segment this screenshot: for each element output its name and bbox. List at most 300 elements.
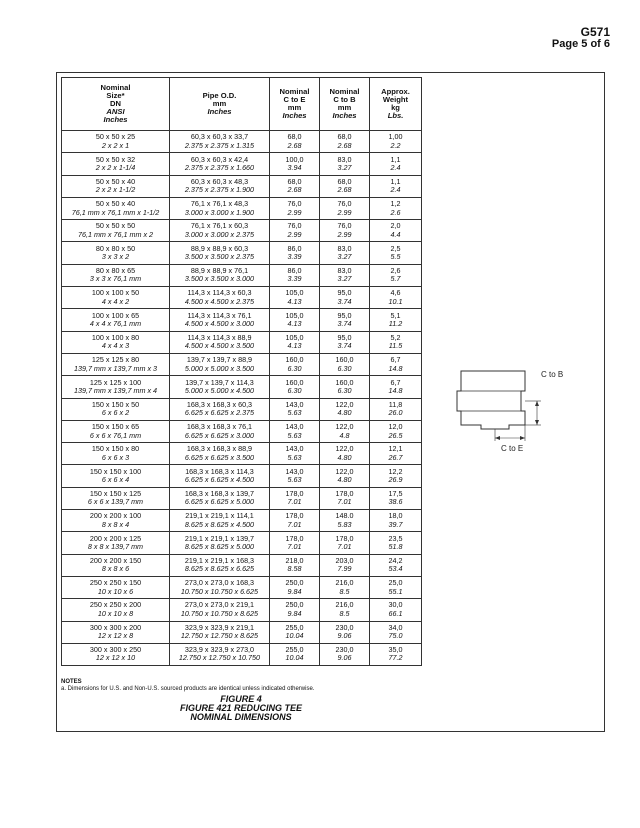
cell-c-to-b-imperial: 7.01 <box>337 541 352 551</box>
cell-c-to-e-metric: 143,0 <box>285 444 304 454</box>
cell-size-metric: 150 x 150 x 50 <box>91 399 140 409</box>
cell-size-imperial: 4 x 4 x 3 <box>101 341 130 351</box>
cell-c-to-b-metric: 95,0 <box>337 332 352 342</box>
cell-c-to-b <box>320 287 370 309</box>
cell-c-to-e-imperial: 4.13 <box>287 319 302 329</box>
table-row <box>62 420 422 442</box>
cell-c-to-e-metric: 105,0 <box>285 288 304 298</box>
cell-pipe-od <box>170 554 270 576</box>
cell-c-to-b-metric: 76,0 <box>337 221 352 231</box>
cell-c-to-b-metric: 148.0 <box>335 511 354 521</box>
cell-c-to-e-imperial: 7.01 <box>287 519 302 529</box>
cell-c-to-e-metric: 143,0 <box>285 466 304 476</box>
cell-pipe-od-metric: 219,1 x 219,1 x 114,1 <box>185 511 254 521</box>
cell-size-imperial: 3 x 3 x 2 <box>101 252 130 262</box>
cell-pipe-od-metric: 139,7 x 139,7 x 114,3 <box>185 377 254 387</box>
cell-c-to-b-metric: 68,0 <box>337 132 352 142</box>
cell-weight-imperial: 10.1 <box>388 296 403 306</box>
cell-size-metric: 125 x 125 x 100 <box>89 377 142 387</box>
cell-c-to-e <box>270 220 320 242</box>
cell-size-imperial: 6 x 6 x 76,1 mm <box>89 430 142 440</box>
cell-c-to-b-metric: 178,0 <box>335 488 354 498</box>
cell-c-to-b-imperial: 2.99 <box>337 207 352 217</box>
cell-pipe-od <box>170 398 270 420</box>
notes <box>61 679 314 693</box>
cell-c-to-b <box>320 621 370 643</box>
cell-pipe-od <box>170 131 270 153</box>
cell-weight <box>370 197 422 219</box>
cell-weight-metric: 12,1 <box>388 444 403 454</box>
page-number: Page 5 of 6 <box>551 38 610 50</box>
cell-size-metric: 100 x 100 x 65 <box>91 310 140 320</box>
cell-size <box>62 153 170 175</box>
cell-c-to-e-metric: 76,0 <box>287 221 302 231</box>
cell-c-to-e <box>270 554 320 576</box>
cell-weight-metric: 6,7 <box>390 377 401 387</box>
cell-c-to-e <box>270 621 320 643</box>
cell-c-to-e-imperial: 5.63 <box>287 430 302 440</box>
cell-c-to-e <box>270 287 320 309</box>
cell-c-to-e-imperial: 9.84 <box>287 608 302 618</box>
cell-weight-imperial: 5.5 <box>390 252 401 262</box>
cell-pipe-od-metric: 273,0 x 273,0 x 219,1 <box>184 600 255 610</box>
cell-weight-metric: 2,5 <box>390 243 401 253</box>
cell-pipe-od <box>170 465 270 487</box>
cell-c-to-e-metric: 105,0 <box>285 310 304 320</box>
table-row <box>62 465 422 487</box>
cell-pipe-od-imperial: 6.625 x 6.625 x 2.375 <box>184 408 255 418</box>
dimensions-table <box>61 77 422 666</box>
cell-pipe-od <box>170 376 270 398</box>
cell-size-imperial: 12 x 12 x 10 <box>95 653 136 663</box>
table-row <box>62 353 422 375</box>
cell-pipe-od <box>170 510 270 532</box>
cell-weight-imperial: 11.2 <box>388 319 403 329</box>
cell-c-to-e <box>270 197 320 219</box>
cell-pipe-od <box>170 197 270 219</box>
cell-c-to-b <box>320 554 370 576</box>
cell-weight-imperial: 55.1 <box>388 586 403 596</box>
cell-c-to-b-metric: 230,0 <box>335 645 354 655</box>
cell-size-metric: 150 x 150 x 80 <box>91 444 140 454</box>
cell-weight-metric: 17,5 <box>388 488 403 498</box>
cell-weight-metric: 25,0 <box>388 578 403 588</box>
cell-c-to-e-metric: 100,0 <box>285 154 304 164</box>
ctob-arrow-top <box>535 401 539 406</box>
cell-c-to-e-imperial: 2.99 <box>287 207 302 217</box>
cell-c-to-e <box>270 353 320 375</box>
cell-size <box>62 398 170 420</box>
cell-c-to-e-imperial: 6.30 <box>287 385 302 395</box>
cell-weight-imperial: 5.7 <box>390 274 401 284</box>
cell-c-to-b <box>320 197 370 219</box>
cell-weight-imperial: 2.6 <box>390 207 401 217</box>
cell-weight <box>370 331 422 353</box>
cell-size <box>62 643 170 665</box>
cell-weight-imperial: 75.0 <box>388 631 403 641</box>
cell-c-to-e <box>270 131 320 153</box>
cell-c-to-b-imperial: 5.83 <box>337 519 352 529</box>
cell-size-imperial: 2 x 2 x 1-1/2 <box>95 185 136 195</box>
cell-weight-imperial: 26.7 <box>388 452 403 462</box>
cell-pipe-od <box>170 353 270 375</box>
cell-c-to-b <box>320 175 370 197</box>
cell-c-to-b-metric: 83,0 <box>337 243 352 253</box>
cell-pipe-od-imperial: 2.375 x 2.375 x 1.660 <box>184 162 255 172</box>
cell-weight <box>370 643 422 665</box>
cell-c-to-e-metric: 218,0 <box>285 555 304 565</box>
cell-c-to-e-imperial: 2.68 <box>287 140 302 150</box>
table-row <box>62 599 422 621</box>
cell-c-to-b <box>320 532 370 554</box>
cell-c-to-b-imperial: 3.27 <box>337 274 352 284</box>
cell-c-to-e-imperial: 5.63 <box>287 452 302 462</box>
cell-c-to-b-imperial: 4.8 <box>339 430 350 440</box>
cell-pipe-od-imperial: 3.500 x 3.500 x 2.375 <box>184 252 255 262</box>
table-row <box>62 576 422 598</box>
cell-pipe-od-metric: 88,9 x 88,9 x 60,3 <box>190 243 249 253</box>
cell-c-to-b-metric: 122,0 <box>335 466 354 476</box>
cell-weight <box>370 465 422 487</box>
cell-pipe-od-metric: 168,3 x 168,3 x 60,3 <box>186 399 253 409</box>
cell-size-metric: 50 x 50 x 40 <box>95 176 136 186</box>
cell-weight <box>370 398 422 420</box>
cell-weight-metric: 34,0 <box>388 622 403 632</box>
reducing-tee-diagram <box>449 363 579 453</box>
cell-pipe-od-metric: 168,3 x 168,3 x 88,9 <box>186 444 253 454</box>
cell-pipe-od <box>170 264 270 286</box>
cell-c-to-e-metric: 250,0 <box>285 578 304 588</box>
cell-c-to-b-imperial: 6.30 <box>337 385 352 395</box>
cell-weight-imperial: 26.5 <box>388 430 403 440</box>
table-row <box>62 264 422 286</box>
cell-size <box>62 621 170 643</box>
cell-size-metric: 50 x 50 x 25 <box>95 132 136 142</box>
cell-pipe-od-imperial: 6.625 x 6.625 x 4.500 <box>184 475 255 485</box>
cell-c-to-e-imperial: 3.39 <box>287 252 302 262</box>
cell-weight <box>370 532 422 554</box>
cell-size-metric: 200 x 200 x 100 <box>89 511 142 521</box>
cell-size-metric: 150 x 150 x 125 <box>89 488 142 498</box>
cell-size <box>62 576 170 598</box>
cell-size-metric: 200 x 200 x 150 <box>89 555 142 565</box>
cell-c-to-b <box>320 331 370 353</box>
cell-weight <box>370 576 422 598</box>
ctoe-arrow-left <box>495 436 500 440</box>
cell-size-imperial: 76,1 mm x 76,1 mm x 2 <box>77 229 154 239</box>
col-header-c-to-e: Nominal C to E mm Inches <box>270 78 320 131</box>
cell-size-metric: 80 x 80 x 65 <box>95 266 136 276</box>
table-row <box>62 398 422 420</box>
cell-c-to-e-metric: 250,0 <box>285 600 304 610</box>
cell-c-to-e-imperial: 2.99 <box>287 229 302 239</box>
cell-weight-metric: 11,8 <box>388 399 403 409</box>
table-row <box>62 287 422 309</box>
cell-size-metric: 50 x 50 x 40 <box>95 199 136 209</box>
cell-weight-imperial: 77.2 <box>388 653 403 663</box>
cell-pipe-od-metric: 168,3 x 168,3 x 139,7 <box>184 488 255 498</box>
cell-c-to-e-imperial: 5.63 <box>287 475 302 485</box>
cell-c-to-b-imperial: 4.80 <box>337 452 352 462</box>
cell-pipe-od-imperial: 5.000 x 5.000 x 4.500 <box>184 385 255 395</box>
cell-pipe-od <box>170 576 270 598</box>
cell-c-to-b-metric: 122,0 <box>335 422 354 432</box>
cell-size <box>62 510 170 532</box>
cell-weight-metric: 12,0 <box>388 422 403 432</box>
cell-weight-imperial: 14.8 <box>388 363 403 373</box>
cell-weight-imperial: 66.1 <box>388 608 403 618</box>
cell-c-to-b-imperial: 4.80 <box>337 408 352 418</box>
cell-weight-imperial: 2.2 <box>390 140 401 150</box>
cell-pipe-od-metric: 76,1 x 76,1 x 48,3 <box>190 199 249 209</box>
cell-size <box>62 465 170 487</box>
cell-weight <box>370 443 422 465</box>
cell-weight-imperial: 51.8 <box>388 541 403 551</box>
cell-c-to-b <box>320 420 370 442</box>
cell-c-to-e-metric: 105,0 <box>285 332 304 342</box>
cell-pipe-od <box>170 420 270 442</box>
cell-c-to-e <box>270 487 320 509</box>
cell-size-metric: 50 x 50 x 50 <box>95 221 136 231</box>
cell-pipe-od-metric: 76,1 x 76,1 x 60,3 <box>190 221 249 231</box>
cell-weight-imperial: 2.4 <box>390 162 401 172</box>
cell-size-imperial: 12 x 12 x 8 <box>97 631 134 641</box>
cell-weight-imperial: 26.0 <box>388 408 403 418</box>
cell-c-to-b-imperial: 4.80 <box>337 475 352 485</box>
cell-pipe-od-metric: 60,3 x 60,3 x 42,4 <box>190 154 249 164</box>
cell-size <box>62 242 170 264</box>
cell-weight <box>370 487 422 509</box>
cell-weight <box>370 621 422 643</box>
ctoe-arrow-right <box>520 436 525 440</box>
cell-weight-metric: 2,6 <box>390 266 401 276</box>
cell-c-to-b <box>320 465 370 487</box>
notes-text: a. Dimensions for U.S. and Non-U.S. sourced products are identical unless indicated otherwise. <box>61 686 315 692</box>
cell-pipe-od <box>170 220 270 242</box>
cell-pipe-od-imperial: 4.500 x 4.500 x 3.500 <box>184 341 255 351</box>
cell-pipe-od-metric: 114,3 x 114,3 x 60,3 <box>187 288 252 298</box>
table-row <box>62 487 422 509</box>
cell-size <box>62 264 170 286</box>
cell-size-metric: 100 x 100 x 50 <box>91 288 140 298</box>
cell-weight <box>370 287 422 309</box>
cell-pipe-od-metric: 88,9 x 88,9 x 76,1 <box>190 266 249 276</box>
cell-c-to-b <box>320 510 370 532</box>
cell-pipe-od-imperial: 3.000 x 3.000 x 2.375 <box>184 229 255 239</box>
cell-c-to-e <box>270 398 320 420</box>
cell-pipe-od-imperial: 10.750 x 10.750 x 6.625 <box>180 586 259 596</box>
cell-c-to-e <box>270 443 320 465</box>
cell-c-to-b-imperial: 3.27 <box>337 252 352 262</box>
cell-c-to-e-metric: 255,0 <box>285 622 304 632</box>
cell-size-imperial: 3 x 3 x 76,1 mm <box>89 274 142 284</box>
table-row <box>62 309 422 331</box>
table-row <box>62 220 422 242</box>
cell-size-imperial: 6 x 6 x 2 <box>101 408 130 418</box>
cell-c-to-e-metric: 86,0 <box>287 266 302 276</box>
cell-c-to-e-imperial: 2.68 <box>287 185 302 195</box>
cell-size-metric: 100 x 100 x 80 <box>91 332 140 342</box>
cell-weight-metric: 1,1 <box>390 154 401 164</box>
cell-pipe-od <box>170 443 270 465</box>
cell-c-to-b-metric: 160,0 <box>335 355 354 365</box>
cell-pipe-od-metric: 323,9 x 323,9 x 219,1 <box>184 622 255 632</box>
cell-c-to-e-metric: 143,0 <box>285 399 304 409</box>
cell-weight-imperial: 38.6 <box>388 497 403 507</box>
notes-heading: NOTES <box>61 679 82 685</box>
cell-c-to-b-metric: 122,0 <box>335 399 354 409</box>
cell-weight-metric: 5,1 <box>390 310 401 320</box>
cell-weight-metric: 1,2 <box>390 199 401 209</box>
cell-weight-metric: 4,6 <box>390 288 401 298</box>
cell-c-to-e <box>270 175 320 197</box>
cell-size <box>62 554 170 576</box>
cell-c-to-b-metric: 95,0 <box>337 310 352 320</box>
cell-c-to-b-imperial: 9.06 <box>337 653 352 663</box>
cell-c-to-e <box>270 420 320 442</box>
cell-weight-imperial: 2.4 <box>390 185 401 195</box>
table-row <box>62 643 422 665</box>
table-row <box>62 443 422 465</box>
cell-pipe-od-metric: 219,1 x 219,1 x 139,7 <box>184 533 255 543</box>
cell-weight-metric: 2,0 <box>390 221 401 231</box>
cell-c-to-b-metric: 216,0 <box>335 600 354 610</box>
cell-c-to-b-metric: 230,0 <box>335 622 354 632</box>
table-row <box>62 532 422 554</box>
cell-c-to-e-imperial: 9.84 <box>287 586 302 596</box>
table-row <box>62 554 422 576</box>
cell-weight <box>370 175 422 197</box>
ctob-arrow-bottom <box>535 420 539 425</box>
cell-pipe-od-imperial: 2.375 x 2.375 x 1.315 <box>184 140 255 150</box>
table-header-row <box>62 78 422 131</box>
cell-weight-imperial: 39.7 <box>388 519 403 529</box>
cell-weight-metric: 23,5 <box>388 533 403 543</box>
cell-pipe-od-imperial: 6.625 x 6.625 x 3.000 <box>184 430 255 440</box>
cell-size-metric: 250 x 250 x 150 <box>89 578 142 588</box>
cell-pipe-od-metric: 168,3 x 168,3 x 76,1 <box>186 422 253 432</box>
cell-c-to-b <box>320 220 370 242</box>
cell-c-to-b-metric: 178,0 <box>335 533 354 543</box>
cell-size <box>62 220 170 242</box>
cell-c-to-b <box>320 487 370 509</box>
cell-size-metric: 80 x 80 x 50 <box>95 243 136 253</box>
table-row <box>62 175 422 197</box>
cell-weight-metric: 12,2 <box>388 466 403 476</box>
cell-c-to-b-metric: 83,0 <box>337 266 352 276</box>
cell-weight-imperial: 14.8 <box>388 385 403 395</box>
table-row <box>62 131 422 153</box>
cell-pipe-od-imperial: 2.375 x 2.375 x 1.900 <box>184 185 255 195</box>
cell-c-to-e <box>270 643 320 665</box>
cell-weight-metric: 24,2 <box>388 555 403 565</box>
cell-size-metric: 250 x 250 x 200 <box>89 600 142 610</box>
cell-c-to-e-imperial: 3.39 <box>287 274 302 284</box>
cell-c-to-e-metric: 178,0 <box>285 533 304 543</box>
table-row <box>62 376 422 398</box>
cell-c-to-b-imperial: 8.5 <box>339 586 350 596</box>
cell-c-to-b-metric: 203,0 <box>335 555 354 565</box>
cell-size-metric: 50 x 50 x 32 <box>95 154 136 164</box>
cell-c-to-e <box>270 264 320 286</box>
cell-c-to-b <box>320 599 370 621</box>
cell-pipe-od-metric: 139,7 x 139,7 x 88,9 <box>186 355 253 365</box>
cell-size-imperial: 2 x 2 x 1-1/4 <box>95 162 136 172</box>
cell-size-imperial: 8 x 8 x 6 <box>101 564 130 574</box>
cell-pipe-od <box>170 621 270 643</box>
cell-pipe-od-imperial: 12.750 x 12.750 x 8.625 <box>180 631 259 641</box>
cell-pipe-od-metric: 323,9 x 323,9 x 273,0 <box>184 645 255 655</box>
cell-c-to-b-imperial: 3.74 <box>337 319 352 329</box>
document-id: G571 <box>580 25 610 39</box>
cell-c-to-b-imperial: 7.99 <box>337 564 352 574</box>
cell-c-to-e-metric: 255,0 <box>285 645 304 655</box>
cell-pipe-od <box>170 532 270 554</box>
col-header-weight: Approx. Weight kg Lbs. <box>370 78 422 131</box>
cell-pipe-od <box>170 175 270 197</box>
cell-size <box>62 353 170 375</box>
cell-c-to-b <box>320 443 370 465</box>
cell-c-to-b-imperial: 9.06 <box>337 631 352 641</box>
cell-size <box>62 309 170 331</box>
cell-c-to-b-imperial: 2.99 <box>337 229 352 239</box>
cell-pipe-od-metric: 273,0 x 273,0 x 168,3 <box>184 578 255 588</box>
caption-title: FIGURE 421 REDUCING TEE <box>179 703 303 713</box>
cell-c-to-e-metric: 160,0 <box>285 355 304 365</box>
cell-size <box>62 487 170 509</box>
cell-c-to-b-imperial: 3.74 <box>337 341 352 351</box>
col-header-pipe-od: Pipe O.D. mm Inches <box>170 78 270 131</box>
cell-c-to-e-imperial: 6.30 <box>287 363 302 373</box>
cell-c-to-e-imperial: 7.01 <box>287 497 302 507</box>
cell-c-to-e-imperial: 4.13 <box>287 296 302 306</box>
cell-c-to-e-metric: 178,0 <box>285 511 304 521</box>
cell-c-to-e-imperial: 5.63 <box>287 408 302 418</box>
cell-weight-metric: 30,0 <box>388 600 403 610</box>
cell-size-imperial: 6 x 6 x 3 <box>101 452 130 462</box>
cell-size <box>62 599 170 621</box>
cell-pipe-od <box>170 599 270 621</box>
cell-size <box>62 131 170 153</box>
cell-c-to-b <box>320 153 370 175</box>
cell-weight-metric: 5,2 <box>390 332 401 342</box>
cell-pipe-od-imperial: 3.500 x 3.500 x 3.000 <box>184 274 255 284</box>
cell-c-to-e-metric: 68,0 <box>287 132 302 142</box>
cell-weight-metric: 18,0 <box>388 511 403 521</box>
cell-c-to-e <box>270 465 320 487</box>
table-row <box>62 197 422 219</box>
cell-c-to-b <box>320 398 370 420</box>
cell-c-to-e-imperial: 8.58 <box>287 564 302 574</box>
cell-pipe-od-metric: 114,3 x 114,3 x 76,1 <box>187 310 252 320</box>
cell-size-imperial: 2 x 2 x 1 <box>101 140 130 150</box>
caption-figure-number: FIGURE 4 <box>220 694 262 704</box>
cell-c-to-b-imperial: 2.68 <box>337 185 352 195</box>
cell-c-to-e-metric: 178,0 <box>285 488 304 498</box>
cell-size-imperial: 139,7 mm x 139,7 mm x 4 <box>73 385 158 395</box>
content-frame <box>56 72 605 732</box>
cell-weight <box>370 554 422 576</box>
cell-weight <box>370 242 422 264</box>
cell-weight <box>370 420 422 442</box>
cell-c-to-b <box>320 242 370 264</box>
cell-c-to-e <box>270 576 320 598</box>
cell-c-to-e <box>270 532 320 554</box>
cell-weight <box>370 153 422 175</box>
cell-size-metric: 125 x 125 x 80 <box>91 355 140 365</box>
table-row <box>62 331 422 353</box>
cell-size-metric: 150 x 150 x 100 <box>89 466 142 476</box>
